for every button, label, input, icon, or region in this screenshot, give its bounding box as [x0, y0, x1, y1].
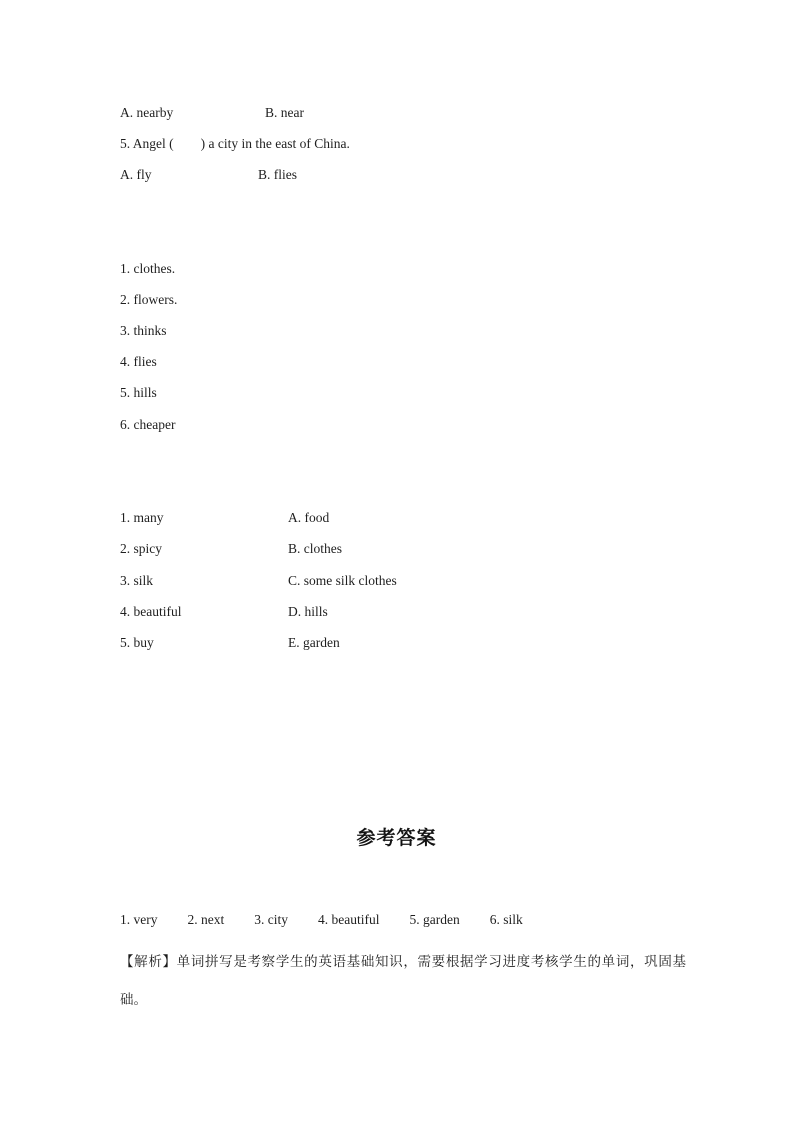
answer-item: 3. city	[254, 912, 288, 927]
word-list-item: 4. flies	[120, 354, 157, 369]
matching-left-item: 5. buy	[120, 635, 154, 650]
answer-analysis-text: 【解析】单词拼写是考察学生的英语基础知识，需要根据学习进度考核学生的单词，巩固基础。	[120, 954, 686, 1008]
matching-right-item: C. some silk clothes	[288, 573, 397, 588]
matching-left-item: 1. many	[120, 510, 164, 525]
answer-item: 2. next	[187, 912, 225, 927]
word-list-item: 1. clothes.	[120, 261, 176, 276]
answer-item: 5. garden	[409, 912, 460, 927]
matching-right-item: E. garden	[288, 635, 340, 650]
word-list-item: 6. cheaper	[120, 417, 176, 432]
word-list-item: 3. thinks	[120, 323, 167, 338]
matching-right-item: A. food	[288, 510, 330, 525]
answer-item: 6. silk	[489, 912, 523, 927]
word-list-item: 2. flowers.	[120, 292, 178, 307]
matching-left-item: 4. beautiful	[120, 604, 182, 619]
question5-option-a: A. fly	[120, 167, 152, 182]
answer-item: 4. beautiful	[318, 912, 380, 927]
answer-item: 1. very	[120, 912, 158, 927]
matching-right-item: D. hills	[288, 604, 328, 619]
question4-option-b: B. near	[265, 105, 304, 120]
question4-option-a: A. nearby	[120, 105, 174, 120]
matching-left-item: 3. silk	[120, 573, 154, 588]
matching-right-item: B. clothes	[288, 541, 342, 556]
answer-section-heading: 参考答案	[356, 827, 437, 849]
matching-left-item: 2. spicy	[120, 541, 162, 556]
word-list-item: 5. hills	[120, 385, 157, 400]
question5-option-b: B. flies	[258, 167, 297, 182]
question5-stem: 5. Angel ( ) a city in the east of China.	[120, 136, 350, 151]
answer-key-row	[120, 913, 523, 927]
